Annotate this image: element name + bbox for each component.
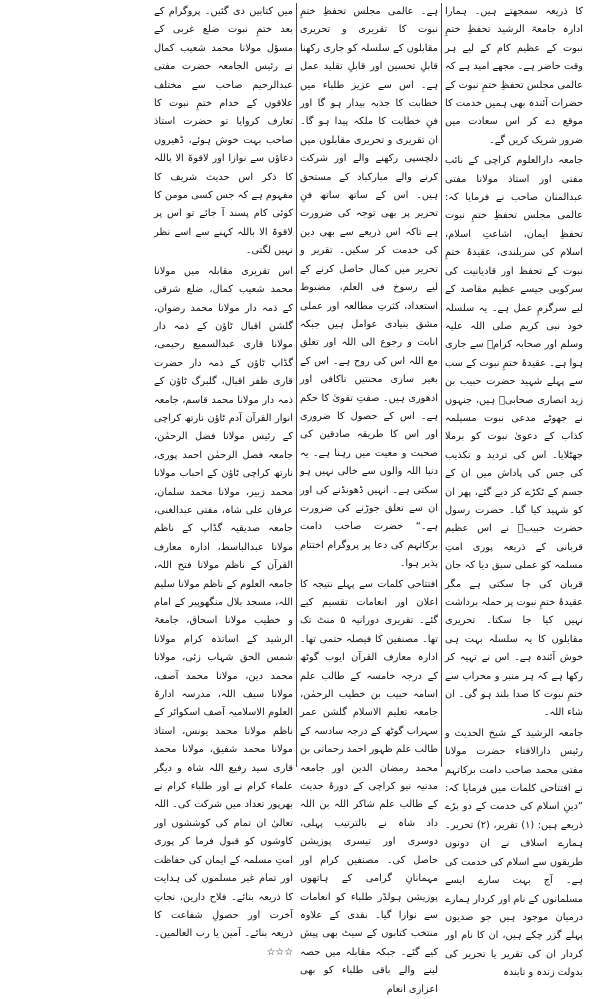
article-paragraph: ہے۔ عالمی مجلس تحفظِ ختمِ نبوت کا تقریری و تحریری مقابلوں کے سلسلہ کو جاری رکھنا قابلِ تحسین اور قابلِ تقلید عمل ہے۔ اس سے عزیز طلباء میں خطابت کا جذبہ بیدار ہو گا اور فنِ خطابت کا ملکہ پیدا ہو گا۔ ان تقریری و تحریری مقابلوں میں دلچسپی رکھنے والے اور شرکت کرنے والے مبارکباد کے مستحق ہیں۔ اس کے ساتھ ساتھ فنِ تحریر پر بھی توجہ کی ضرورت ہے تاکہ اس ذریعے سے بھی دین کی خدمت کر سکیں۔ تقریر و تحریر میں کمال حاصل کرنے کے لیے رسوخ فی العلم، مضبوط استعداد، کثرتِ مطالعہ اور عملی مشق بنیادی عوامل ہیں جبکہ انابت و رجوع الی اللہ اور تعلق مع اللہ اس کی روح ہے۔ اس کے بغیر ساری محنتیں ناکافی اور ادھوری ہیں۔ صفتِ تقویٰ کا حکم ہے۔ اس کے حصول کا ضروری اور اس کا طریقہ صادقین کی صحبت و معیت میں رہنا ہے۔ یہ دنیا اللہ والوں سے خالی نہیں ہو سکتی ہے۔ انہیں ڈھونڈنے کی اور ان سے تعلق جوڑنے کی ضرورت ہے۔“ حضرت صاحب دامت برکاتہم کی دعا پر پروگرام اختتام پذیر ہوا۔ xyxy=(300,6,438,570)
article-paragraph: افتتاحی کلمات سے پہلے نتیجہ کا اعلان اور انعامات تقسیم کیے گئے۔ تقریری دورانیہ ۵ منٹ تک تھا۔ مصنفین کا فیصلہ حتمی تھا۔ ادارہ معارف القرآن ایوب گوٹھ کے درجہ خامسہ کے طالب علم اسامہ حبیب بن خطیب الرحمٰن، جامعہ تعلیم الاسلام گلشن عمر سہراب گوٹھ کے درجہ سادسہ کے طالب علم ظہور احمد رحمانی بن محمد رمضان الدین اور جامعہ مدنیہ نیو کراچی کے دورۂ حدیث کے طالب علم شاکر اللہ بن اللہ داد شاہ نے بالترتیب پہلی، دوسری اور تیسری پوزیشن حاصل کی۔ مصنفین کرام اور مہمانانِ گرامی کے ہاتھوں پوزیشن ہولڈر طلباء کو انعامات سے نوازا گیا۔ نقدی کے علاوہ منتخب کتابوں کے سیٹ بھی پیش کیے گئے۔ جبکہ مقابلہ میں حصہ لینے والے باقی طلباء کو بھی اعزازی انعام xyxy=(300,578,438,995)
article-paragraph: کا ذریعہ سمجھتے ہیں۔ ہمارا ادارہ جامعۃ الرشید تحفظِ ختمِ نبوت کے عظیم کام کے لیے ہر وقت حاضر ہے۔ مجھے امید ہے کہ عالمی مجلس تحفظِ ختمِ نبوت کے حضرات آئندہ بھی ہمیں خدمت کا موقع دے کر اس سعادت میں ضرور شریک کریں گے۔ xyxy=(445,6,583,146)
article-columns xyxy=(4,3,586,995)
article-paragraph: میں کتابیں دی گئیں۔ پروگرام کے بعد ختمِ نبوت ضلع غربی کے مسؤل مولانا محمد شعیب کمال نے رئیس الجامعہ حضرت مفتی عبدالرحیم صاحب سے مختلف علاقوں کے خدام ختمِ نبوت کا تعارف کروایا تو حضرت استاذ صاحب بہت خوش ہوئے، ڈھیروں دعاؤں سے نوازا اور لاقوۃ الا باللہ کا ذکر اس حدیث شریف کا مفہوم ہے کہ جس کسی مومن کا کوئی کام پسند آ جائے تو اس پر لاقوۃ الا باللہ کہنے سے اسے نظر نہیں لگتی۔ xyxy=(154,6,293,257)
article-paragraph: جامعہ دارالعلوم کراچی کے نائب مفتی اور استاذ مولانا مفتی عبدالمنان صاحب نے فرمایا کہ: عالمی مجلس تحفظِ ختمِ نبوت تحفظِ ایمان، اشاعتِ اسلام، اسلام کی سربلندی، عقیدۂ ختمِ نبوت کے تحفظ اور قادیانیت کی سرکوبی جیسے عظیم مقاصد کے لیے سرگرمِ عمل ہے۔ یہ سلسلہ خود نبی کریم صلی اللہ علیہ وسلم اور صحابہ کرامؓ سے جاری ہوا ہے۔ عقیدۂ ختمِ نبوت کے سب سے پہلے شہید حضرت حبیب بن زید انصاری صحابیؓ ہیں، جنہوں نے جھوٹے مدعی نبوت مسیلمہ کذاب کے دعویٰ نبوت کو برملا جھٹلایا۔ اس کی تردید و تکذیب کی جس کی پاداش میں ان کے جسم کے ٹکڑے کر دیے گئے، پھر ان کو شہید کیا گیا۔ حضرت رسول حضرت حبیبؓ نے اس عظیم قربانی کے ذریعہ پوری امتِ مسلمہ کو عملی سبق دیا کہ جان قربان کی جا سکتی ہے مگر عقیدۂ ختمِ نبوت پر حملہ برداشت نہیں کیا جا سکتا۔ تحریری مقابلوں کا یہ سلسلہ بہت ہی خوش آئندہ ہے۔ اس نے تہیہ کر رکھا ہے کہ ہر منبر و محراب سے ختمِ نبوت کا صدا بلند ہو گی۔ ان شاء اللہ۔ xyxy=(445,155,583,719)
column-right xyxy=(441,3,586,979)
article-paragraph: اس تقریری مقابلہ میں مولانا محمد شعیب کمال، ضلع شرقی کے ذمہ دار مولانا محمد رضوان، گلشن اقبال ٹاؤن کے ذمہ دار مولانا قاری عبدالسمیع رحیمی، گڈاپ ٹاؤن کے ذمہ دار حضرت قاری ظفر اقبال، گلبرگ ٹاؤن کے ذمہ دار مولانا محمد قاسم، جامعہ انوار القرآن آدم ٹاؤن نارتھ کراچی کے رئیس مولانا فضل الرحمٰن، جامعہ فصل الرحمٰن احمد پوری، نارتھ کراچی ٹاؤن کے احباب مولانا محمد زبیر، مولانا محمد سلمان، عرفان علی شاہ، مفتی عبدالغنی، جامعہ صدیقیہ گڈاپ کے ناظم مولانا عبدالباسط، ادارہ معارف القرآن کے ناظم مولانا فتح اللہ، جامعہ العلوم کے ناظم مولانا سلیم اللہ، مسجد بلال منگھوپیر کے امام و خطیب مولانا اسحاق، جامعۃ الرشید کے اساتذہ کرام مولانا شمس الحق شہاب زئی، مولانا محمد دین، مولانا محمد آصف، مولانا سیف اللہ، مدرسہ ادارۃ العلوم الاسلامیہ آصف اسکوائر کے ناظم مولانا محمد یونس، استاذ مولانا محمد شفیق، مولانا محمد قاری سید رفیع اللہ شاہ و دیگر علماء کرام نے اور طلباء کرام نے بھرپور تعداد میں شرکت کی۔ اللہ تعالیٰ ان تمام کی کوششوں اور کاوشوں کو قبول فرما کر پوری امتِ مسلمہ کے ایمان کی حفاظت اور تمام غیر مسلموں کی ہدایت کا ذریعہ بنائے۔ فلاح دارین، نجاتِ آخرت اور حصولِ شفاعت کا ذریعہ بنائے۔ آمین یا رب العالمین۔ ☆☆☆ xyxy=(154,265,293,958)
column-left xyxy=(151,3,296,958)
column-middle xyxy=(296,3,441,995)
article-paragraph: جامعہ الرشید کے شیخ الحدیث و رئیس دارالافتاء حضرت مولانا مفتی محمد صاحب دامت برکاتہم نے افتتاحی کلمات میں فرمایا کہ: ”دینِ اسلام کی خدمت کے دو بڑے ذریعے ہیں: (۱) تقریر، (۲) تحریر۔ ہمارے اسلاف نے ان دونوں طریقوں سے اسلام کی خدمت کی ہے۔ آج بہت سارے ایسے مسلمانوں کے نام اور کردار ہمارے درمیان موجود ہیں جو صدیوں پہلے گزر چکے ہیں، ان کا نام اور کردار ان کی تقریر یا تحریر کی بدولت زندہ و تابندہ xyxy=(445,727,584,979)
